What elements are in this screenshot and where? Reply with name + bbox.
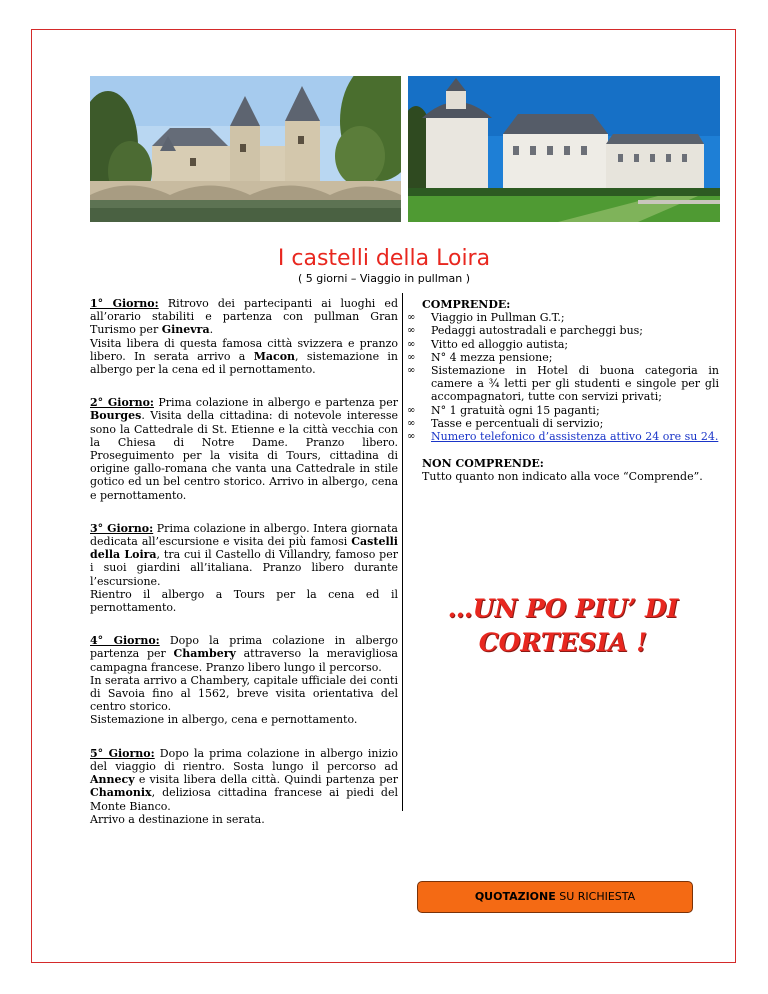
includes-section bbox=[407, 298, 719, 484]
assistance-phone-link[interactable]: Numero telefonico d’assistenza attivo 24 ore su 24. bbox=[431, 430, 719, 444]
quote-button-rest: SU RICHIESTA bbox=[555, 890, 636, 903]
list-item: ∞ N° 1 gratuità ogni 15 paganti; bbox=[407, 403, 600, 417]
list-item: ∞ Viaggio in Pullman G.T.; bbox=[407, 311, 565, 325]
list-item bbox=[407, 430, 719, 443]
castle-photo-sully bbox=[90, 76, 401, 222]
infinity-bullet-icon: ∞ bbox=[407, 404, 416, 416]
day-label: 1° Giorno: bbox=[90, 297, 159, 310]
list-item: ∞ Sistemazione in Hotel di buona categoria in camere a ¾ letti per gli studenti e singole per gli accompagnatori, tutte con servizi privati; bbox=[407, 364, 719, 404]
list-item: ∞ Tasse e percentuali di servizio; bbox=[407, 416, 604, 430]
list-item: ∞ N° 4 mezza pensione; bbox=[407, 350, 553, 364]
page-title: I castelli della Loira bbox=[277, 246, 491, 271]
slogan-line-1: …UN PO PIU’ DI bbox=[447, 594, 679, 623]
quote-button-strong: QUOTAZIONE bbox=[474, 890, 556, 903]
day-label: 3° Giorno: bbox=[90, 521, 154, 535]
day-4: 4° Giorno: Dopo la prima colazione in albergo partenza per Chambery attraverso la meravigliosa campagna francese. Pranzo libero lungo il percorso. In serata arrivo a Chambery, capitale ufficiale dei conti di Savoia fino al 1562, breve visita orientativa del centro storico. Sistemazione in albergo, cena e pernottamento. bbox=[90, 634, 398, 727]
day-label: 4° Giorno: bbox=[90, 634, 160, 648]
infinity-bullet-icon: ∞ bbox=[407, 365, 416, 377]
list-item: ∞ Pedaggi autostradali e parcheggi bus; bbox=[407, 324, 644, 338]
day-label: 2° Giorno: bbox=[90, 396, 154, 410]
includes-list bbox=[407, 311, 719, 443]
day-1: 1° Giorno: Ritrovo dei partecipanti ai luoghi ed all’orario stabiliti e partenza con pullman Gran Turismo per Ginevra. Visita libera di questa famosa città svizzera e pranzo libero. In serata arrivo a Macon, sistemazione in albergo per la cena ed il pernottamento. bbox=[90, 297, 399, 377]
infinity-bullet-icon: ∞ bbox=[407, 338, 416, 350]
day-5: 5° Giorno: Dopo la prima colazione in albergo inizio del viaggio di rientro. Sosta lungo il percorso ad Annecy e visita libera della città. Quindi partenza per Chamonix, deliziosa cittadina francese ai piedi del Monte Bianco. Arrivo a destinazione in serata. bbox=[90, 746, 398, 826]
day-2: 2° Giorno: Prima colazione in albergo e partenza per Bourges. Visita della cittadina: di notevole interesse sono la Cattedrale di St. Etienne e la città vecchia con la Chiesa di Notre Dame. Pranzo libero. Proseguimento per la visita di Tours, cittadina di origine gallo-romana che vanta una Cattedrale in stile gotico ed un bel centro storico. Arrivo in albergo, cena e pernottamento. bbox=[90, 396, 398, 502]
day-label: 5° Giorno: bbox=[90, 746, 155, 760]
infinity-bullet-icon: ∞ bbox=[407, 431, 416, 443]
infinity-bullet-icon: ∞ bbox=[407, 351, 416, 363]
castle-photo-chenonceau bbox=[408, 76, 720, 222]
infinity-bullet-icon: ∞ bbox=[407, 325, 416, 337]
slogan-line-2: CORTESIA ! bbox=[478, 628, 648, 657]
slogan bbox=[407, 592, 719, 660]
list-item: ∞ Vitto ed alloggio autista; bbox=[407, 337, 569, 351]
page-subtitle: ( 5 giorni – Viaggio in pullman ) bbox=[297, 272, 471, 285]
infinity-bullet-icon: ∞ bbox=[407, 312, 416, 324]
itinerary bbox=[90, 297, 398, 846]
not-includes-title: NON COMPRENDE: bbox=[422, 457, 544, 471]
not-includes-section bbox=[407, 457, 719, 483]
quote-request-button[interactable] bbox=[417, 881, 693, 913]
not-includes-text: Tutto quanto non indicato alla voce “Comprende”. bbox=[422, 470, 703, 484]
column-divider bbox=[402, 293, 403, 811]
infinity-bullet-icon: ∞ bbox=[407, 417, 416, 429]
includes-title: COMPRENDE: bbox=[422, 298, 511, 311]
day-3: 3° Giorno: Prima colazione in albergo. Intera giornata dedicata all’escursione e visita dei più famosi Castelli della Loira, tra cui il Castello di Villandry, famoso per i suoi giardini all’italiana. Pranzo libero durante l’escursione. Rientro il albergo a Tours per la cena ed il pernottamento. bbox=[90, 521, 398, 615]
